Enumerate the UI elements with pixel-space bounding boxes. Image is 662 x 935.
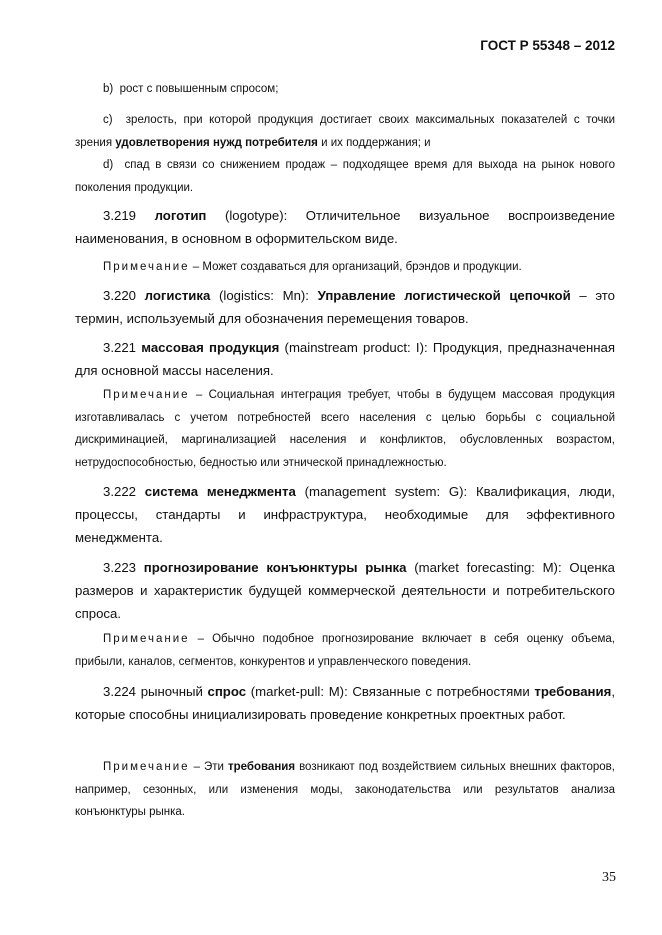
list-text: и их поддержания; и [321,136,431,149]
term-definition: (market forecasting: M): Оценка размеров и характеристик будущей коммерческой деятельности и потребительского спроса. [75,560,616,621]
list-marker: b) [103,83,114,95]
document-header: ГОСТ Р 55348 – 2012 [480,38,615,53]
list-text: зрелость, при которой продукция достигает своих максимальных показателей с точки зрения [75,114,616,149]
note-3-221 [75,384,615,474]
bold-word: требования [534,684,612,699]
term-definition: (logotype): Отличительное визуальное воспроизведение наименования, в основном в оформительском виде. [75,208,615,246]
page-number: 35 [602,870,616,885]
note-text: – Обычно подобное прогнозирование включает в себя оценку объема, прибыли, каналов, сегментов, конкурентов и управленческого поведения. [75,633,615,668]
term-3-220 [75,284,615,330]
list-item-b [75,78,615,101]
term-bold-definition: Управление логистической цепочкой [317,288,571,303]
list-marker: c) [103,114,113,126]
list-item-d [75,154,615,199]
term-number: 3.221 [103,340,137,355]
term-number: 3.219 [103,208,137,223]
note-label: Примечание [103,389,190,401]
term-number: 3.223 [103,560,137,575]
term-number: 3.222 [103,484,137,499]
term-definition: – это термин, используемый для обозначения перемещения товаров. [75,288,615,326]
bold-word: требования [227,761,296,773]
list-marker: d) [103,159,114,171]
note-text: – Может создаваться для организаций, брэндов и продукции. [192,261,522,273]
note-text: возникают под воздействием сильных внешних факторов, например, сезонных, или изменения моды, законодательства или результатов анализа конъюнктуры рынка. [75,761,615,818]
term-3-224 [75,680,615,726]
note-3-223 [75,628,615,673]
term-number: 3.220 [103,288,137,303]
note-text: – Эти [193,761,224,773]
term-definition: (market-pull: M): Связанные с потребностями [250,684,530,699]
term-name: прогнозирование конъюнктуры рынка [143,560,407,575]
note-text: – Социальная интеграция требует, чтобы в будущем массовая продукция изготавливалась с учетом потребностей всего населения с целью борьбы с социальной дискриминацией, маргинализацией населения и конфликтов, обусловленных возрастом, нетрудоспособностью, бедностью или этнической принадлежностью. [75,389,615,469]
term-number: 3.224 [103,684,137,699]
term-definition: (management system: G): Квалификация, люди, процессы, стандарты и инфраструктура, необходимые для эффективного менеджмента. [75,484,615,545]
list-text: рост с повышенным спросом; [119,83,279,95]
term-definition: (mainstream product: I): Продукция, предназначенная для основной массы населения. [75,340,615,378]
note-label: Примечание [103,761,190,773]
term-name: логистика [144,288,211,303]
note-3-219 [75,256,615,279]
note-label: Примечание [103,261,190,273]
term-3-223 [75,556,615,625]
bold-phrase: удовлетворения нужд потребителя [115,136,318,149]
note-label: Примечание [103,633,190,645]
term-name: система менеджмента [144,484,296,499]
term-abbr: (logistics: Mn): [219,288,309,303]
term-3-221 [75,336,615,382]
term-name: логотип [154,208,207,223]
term-name: спрос [207,684,247,699]
list-text: спад в связи со снижением продаж – подходящее время для выхода на рынок нового поколения продукции. [75,159,616,194]
term-3-219 [75,204,615,250]
list-item-c [75,109,615,154]
term-name: массовая продукция [141,340,280,355]
term-prefix: рыночный [140,684,203,699]
term-definition-rest: , которые способны инициализировать проведение конкретных проектных работ. [75,684,615,722]
note-3-224 [75,756,615,824]
term-3-222 [75,480,615,549]
